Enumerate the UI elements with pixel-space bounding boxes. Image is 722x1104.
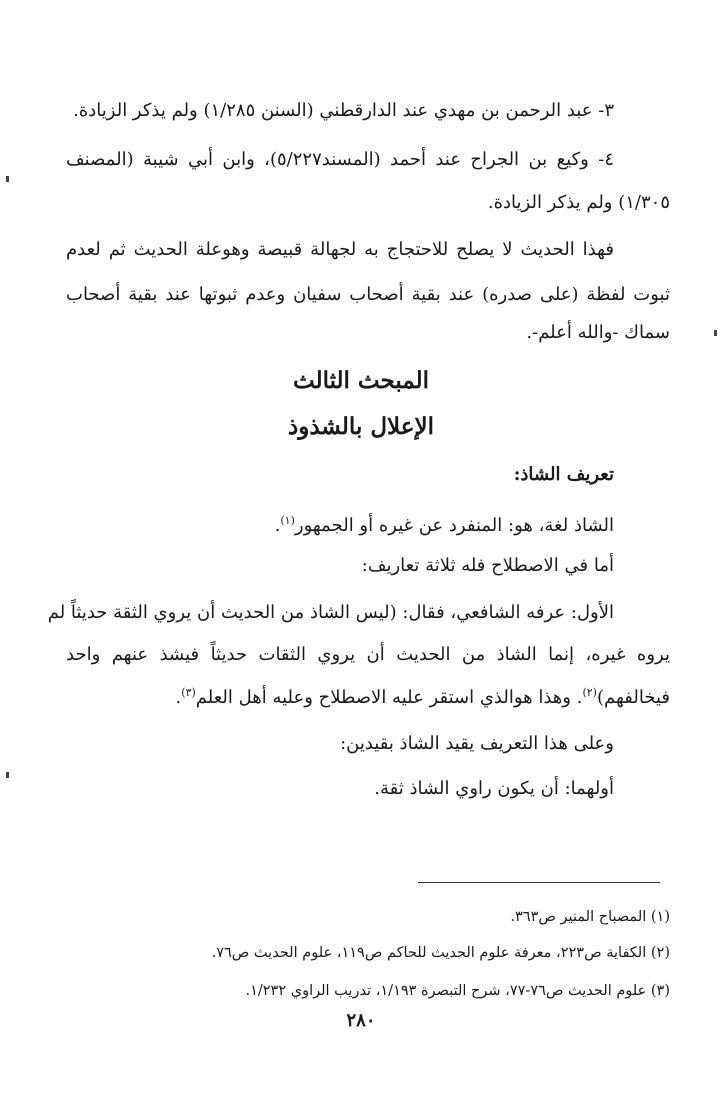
- footnote-ref-2: (٢): [582, 686, 597, 699]
- page-number: ٢٨٠: [346, 1010, 376, 1031]
- scan-mark-1: [6, 176, 9, 182]
- body-line-5-text-b: . وهذا هوالذي استقر عليه الاصطلاح وعليه أهل العلم: [195, 687, 583, 708]
- definition-heading: تعريف الشاذ:: [513, 464, 614, 485]
- body-line-1-text: الشاذ لغة، هو: المنفرد عن غيره أو الجمهور: [294, 515, 614, 536]
- text-line-2-content: ٤- وكيع بن الجراح عند أحمد (المسند٥/٢٢٧)، وابن أبي شيبة (المصنف: [66, 149, 614, 170]
- footnote-3: (٣) علوم الحديث ص٧٦-٧٧، شرح التبصرة ١/١٩٣، تدريب الراوي ١/٢٣٢.: [245, 983, 670, 999]
- body-line-2: أما في الاصطلاح فله ثلاثة تعاريف:: [361, 555, 614, 576]
- body-line-1: الشاذ لغة، هو: المنفرد عن غيره أو الجمهور$^{(١)}$.: [274, 514, 614, 536]
- footnote-separator: [418, 882, 660, 883]
- footnote-ref-1: (١): [280, 514, 295, 527]
- body-line-7: أولهما: أن يكون راوي الشاذ ثقة.: [374, 778, 614, 799]
- footnote-2: (٢) الكفاية ص٢٢٣، معرفة علوم الحديث للحاكم ص١١٩، علوم الحديث ص٧٦.: [211, 945, 670, 961]
- text-line-1: ٣- عبد الرحمن بن مهدي عند الدارقطني (السنن ١/٢٨٥) ولم يذكر الزيادة.: [73, 100, 614, 121]
- scan-mark-3: [714, 330, 717, 336]
- section-heading: المبحث الثالث: [292, 367, 429, 394]
- body-line-3: الأول: عرفه الشافعي، فقال: (ليس الشاذ من الحديث أن يروي الثقة حديثاً لم: [47, 602, 614, 623]
- body-line-5: فيخالفهم)$^{(٢)}$. وهذا هوالذي استقر عليه الاصطلاح وعليه أهل العلم$^{(٣)}$.: [175, 686, 670, 708]
- text-line-4: فهذا الحديث لا يصلح للاحتجاج به لجهالة قبيصة وهوعلة الحديث ثم لعدم: [66, 239, 614, 260]
- body-line-5-text-a: فيخالفهم): [596, 687, 670, 708]
- section-subtitle: الإعلال بالشذوذ: [287, 413, 435, 440]
- body-line-6: وعلى هذا التعريف يقيد الشاذ بقيدين:: [340, 733, 614, 754]
- footnote-ref-3: (٣): [181, 686, 196, 699]
- text-line-6: سماك -والله أعلم-.: [526, 322, 670, 343]
- text-line-2: [66, 145, 614, 175]
- body-line-4: يروه غيره، إنما الشاذ من الحديث أن يروي الثقات حديثاً فيشذ عنهم واحد: [66, 644, 670, 665]
- text-line-3: ١/٣٠٥) ولم يذكر الزيادة.: [487, 192, 670, 213]
- scan-mark-2: [6, 772, 9, 778]
- footnote-1: (١) المصباح المنير ص٣٦٣.: [510, 909, 670, 925]
- text-line-5: ثبوت لفظة (على صدره) عند بقية أصحاب سفيان وعدم ثبوتها عند بقية أصحاب: [66, 284, 670, 305]
